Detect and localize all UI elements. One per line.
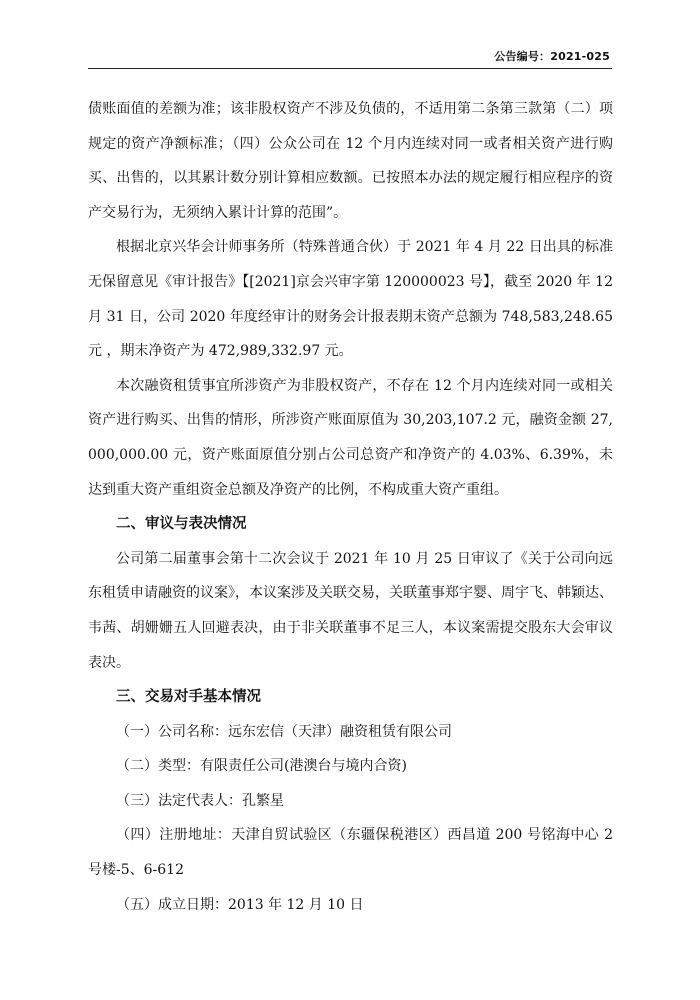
section-heading-review: 二、审议与表决情况 (116, 516, 247, 533)
list-item-legal-representative: （三）法定代表人：孔繁星 (116, 792, 284, 809)
document-body (88, 92, 613, 922)
paragraph-board-review: 公司第二届董事会第十二次会议于 2021 年 10 月 25 日审议了《关于公司向远东租赁申请融资的议案》，本议案涉及关联交易，关联董事郑宇婴、周宇飞、韩颖达、韦茜、胡姗姗五人回避表决，由于非关联董事不足三人，本议案需提交股东大会审议表决。 (88, 550, 613, 671)
list-item-company-type: （二）类型：有限责任公司(港澳台与境内合资) (116, 758, 407, 775)
list-item-registered-address: （四）注册地址：天津自贸试验区（东疆保税港区）西昌道 200 号铭海中心 2 号楼-5、6-612 (88, 827, 613, 879)
list-item-company-name: （一）公司名称：远东宏信（天津）融资租赁有限公司 (116, 723, 452, 740)
section-heading-counterparty: 三、交易对手基本情况 (116, 689, 261, 706)
announcement-number: 公告编号：2021-025 (494, 50, 610, 63)
page-header (88, 44, 612, 69)
paragraph-asset-standard: 债账面值的差额为准；该非股权资产不涉及负债的，不适用第二条第三款第（二）项规定的资产净额标准；（四）公众公司在 12 个月内连续对同一或者相关资产进行购买、出售的，以其累计数分别计算相应数额。已按照本办法的规定履行相应程序的资产交易行为，无须纳入累计计算的范围”。 (88, 101, 613, 221)
list-item-established-date: （五）成立日期：2013 年 12 月 10 日 (116, 896, 364, 913)
paragraph-leasing-assets: 本次融资租赁事宜所涉资产为非股权资产，不存在 12 个月内连续对同一或相关资产进行购买、出售的情形，所涉资产账面原值为 30,203,107.2 元，融资金额 27,000,000.00 元，资产账面原值分别占公司总资产和净资产的 4.03%、6.39%，未达到重大资产重组资金总额及净资产的比例，不构成重大资产重组。 (88, 377, 613, 498)
paragraph-audit-report: 根据北京兴华会计师事务所（特殊普通合伙）于 2021 年 4 月 22 日出具的标准无保留意见《审计报告》【[2021]京会兴审字第 120000023 号】，截至 2020 年 12 月 31 日，公司 2020 年度经审计的财务会计报表期末资产总额为 748,583,248.65 元 ，期末净资产为 472,989,332.97 元。 (88, 239, 613, 360)
